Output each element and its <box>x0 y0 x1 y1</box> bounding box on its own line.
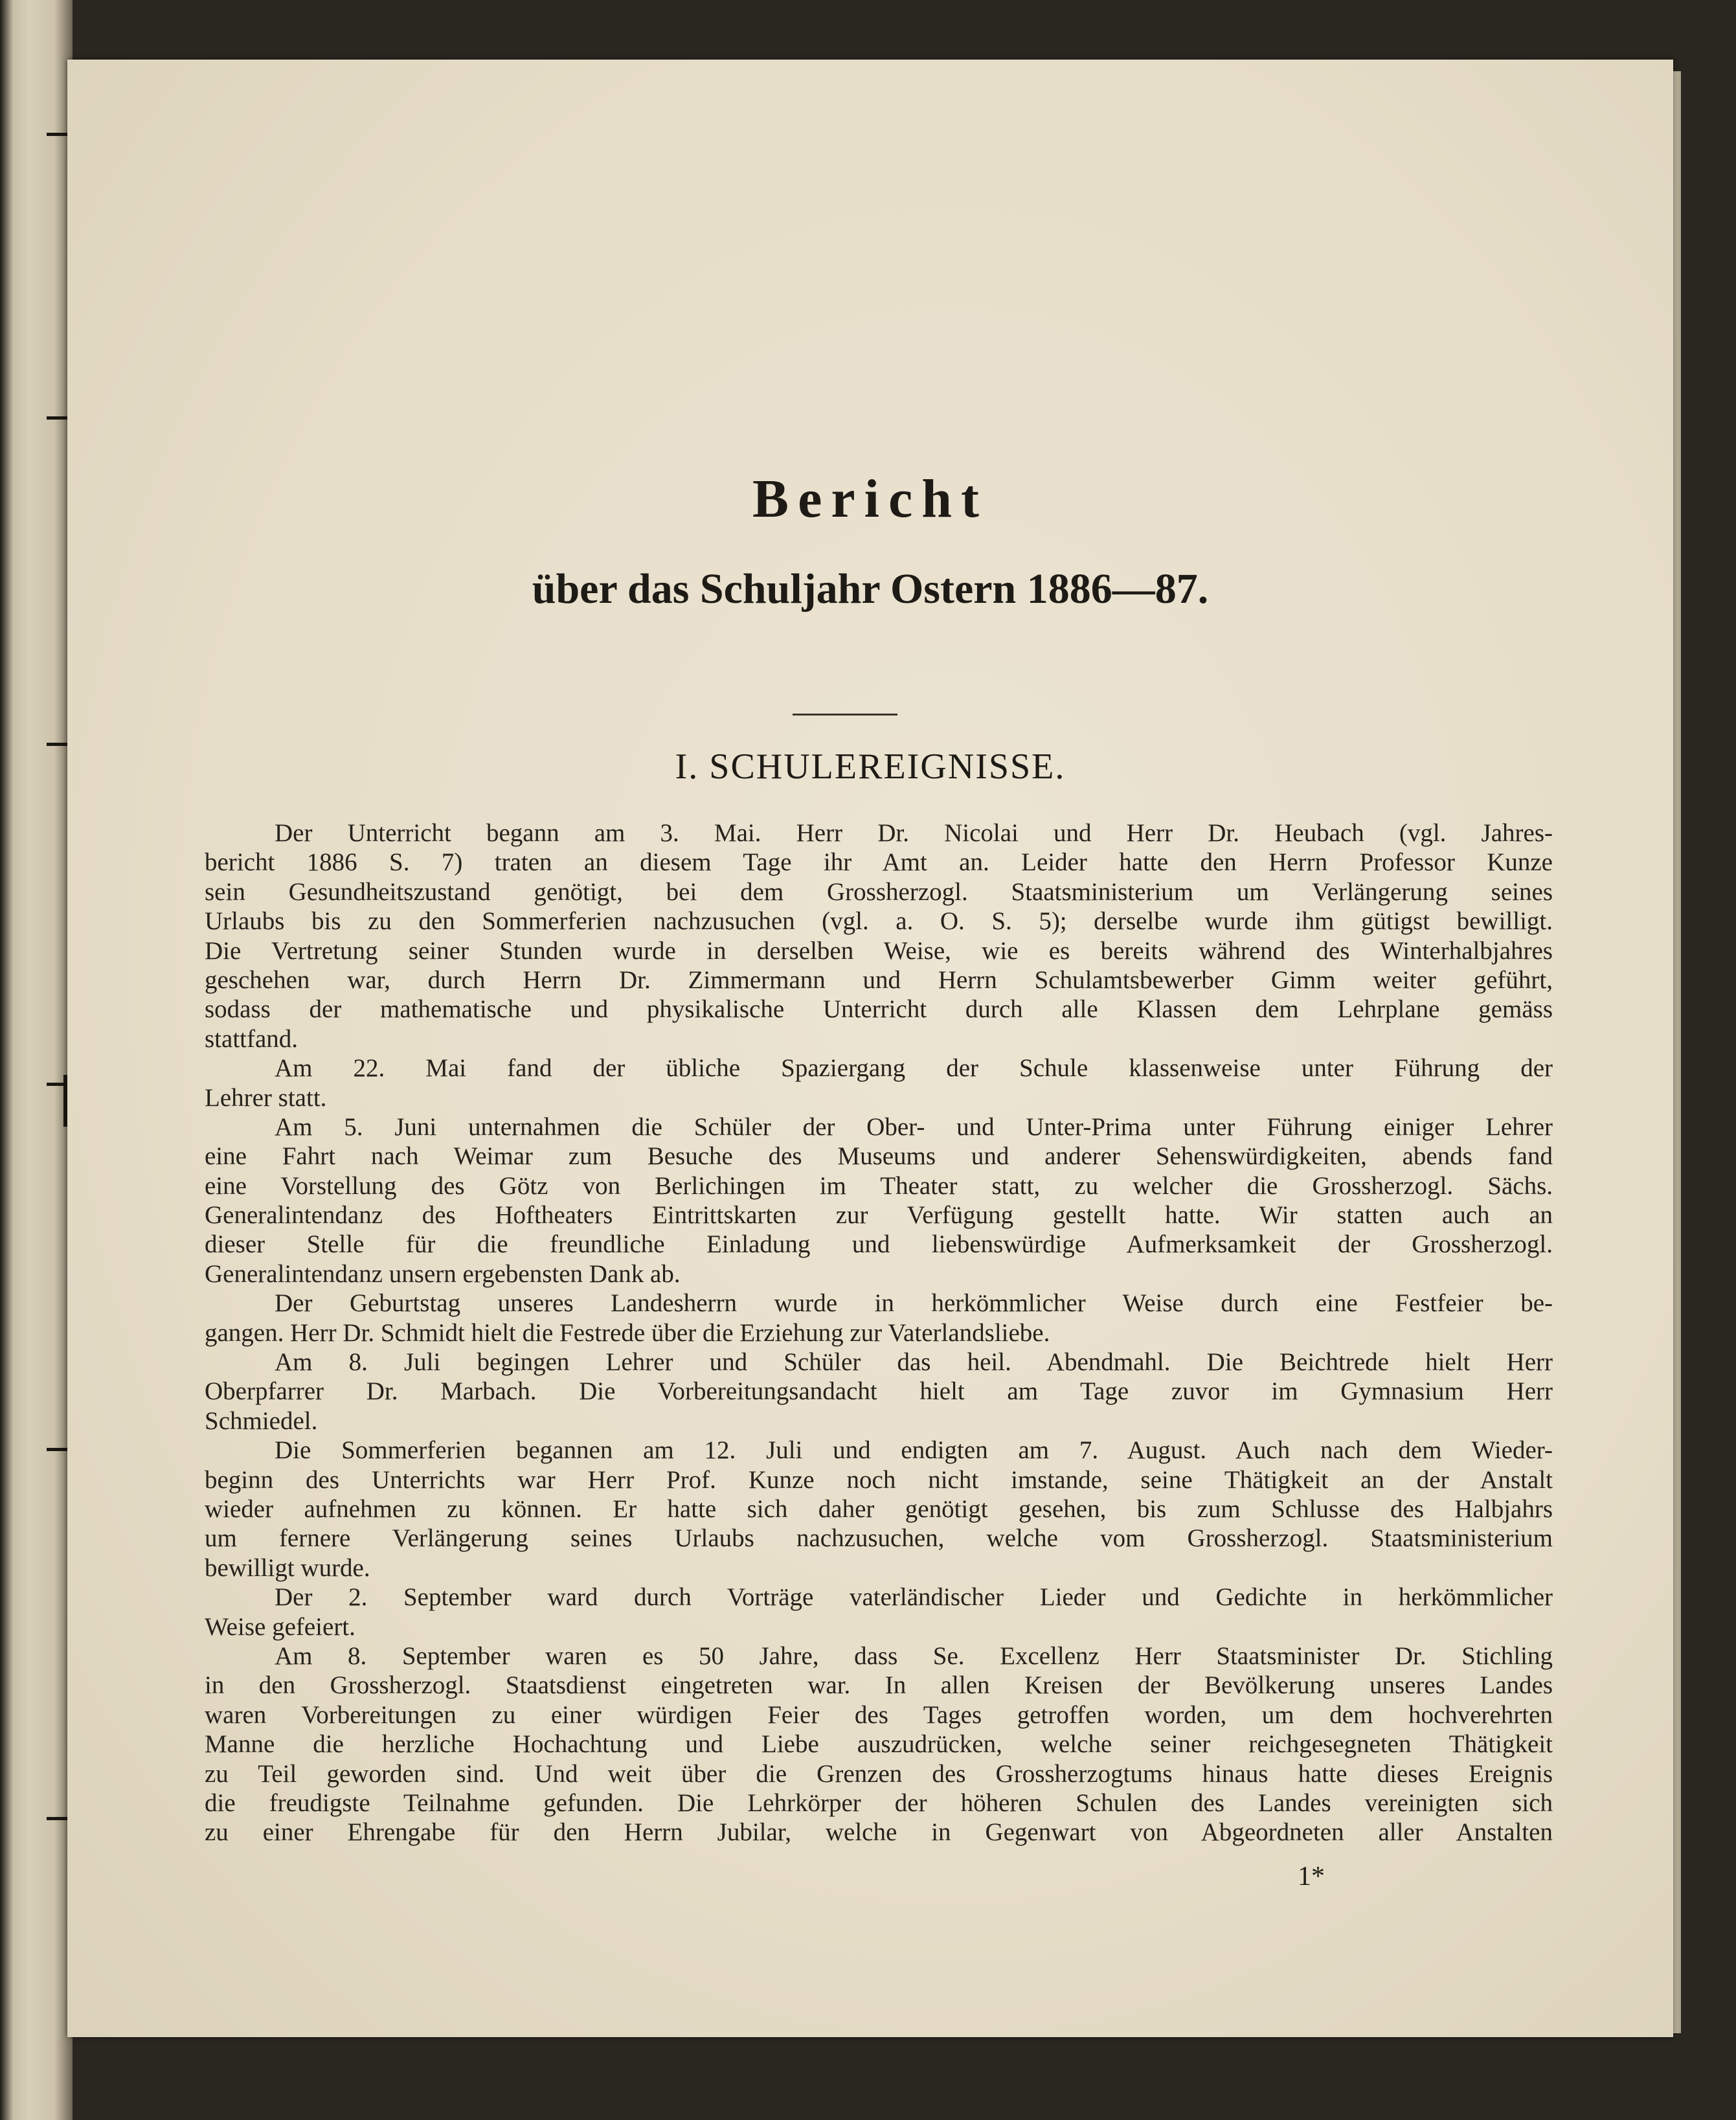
text-line: Der 2. September ward durch Vorträge vaterländischer Lieder und Gedichte in herkömmlicher <box>275 1583 1553 1612</box>
text-line: Oberpfarrer Dr. Marbach. Die Vorbereitungsandacht hielt am Tage zuvor im Gymnasium Herr <box>205 1377 1553 1406</box>
document-page <box>67 60 1673 2037</box>
page-title: Bericht <box>752 469 988 529</box>
text-line: um fernere Verlängerung seines Urlaubs nachzusuchen, welche vom Grossherzogl. Staatsministerium <box>205 1524 1553 1553</box>
text-line: zu einer Ehrengabe für den Herrn Jubilar, welche in Gegenwart von Abgeordneten aller Anstalten <box>205 1818 1553 1847</box>
divider-rule <box>793 714 897 716</box>
text-line: Die Sommerferien begannen am 12. Juli und endigten am 7. August. Auch nach dem Wieder- <box>275 1436 1553 1465</box>
text-line: Urlaubs bis zu den Sommerferien nachzusuchen (vgl. a. O. S. 5); derselbe wurde ihm gütigst bewilligt. <box>205 907 1553 936</box>
body-text <box>205 818 1553 1847</box>
text-line: Der Unterricht begann am 3. Mai. Herr Dr. Nicolai und Herr Dr. Heubach (vgl. Jahres- <box>275 819 1553 847</box>
section-heading: I. SCHULEREIGNISSE. <box>675 747 1066 787</box>
text-line: Schmiedel. <box>205 1406 318 1435</box>
text-line: dieser Stelle für die freundliche Einladung und liebenswürdige Aufmerksamkeit der Grossherzogl. <box>205 1230 1553 1259</box>
text-line: eine Vorstellung des Götz von Berlichingen im Theater statt, zu welcher die Grossherzogl. Sächs. <box>205 1171 1553 1200</box>
text-line: Am 22. Mai fand der übliche Spaziergang der Schule klassenweise unter Führung der <box>275 1054 1553 1083</box>
text-line: gangen. Herr Dr. Schmidt hielt die Festrede über die Erziehung zur Vaterlandsliebe. <box>205 1318 1050 1347</box>
text-line: bewilligt wurde. <box>205 1553 370 1582</box>
text-line: geschehen war, durch Herrn Dr. Zimmermann und Herrn Schulamtsbewerber Gimm weiter geführt, <box>205 965 1553 994</box>
text-line: beginn des Unterrichts war Herr Prof. Kunze noch nicht imstande, seine Thätigkeit an der Anstalt <box>205 1465 1553 1494</box>
book-spine <box>0 0 73 2120</box>
text-line: sein Gesundheitszustand genötigt, bei dem Grossherzogl. Staatsministerium um Verlängerung seines <box>205 877 1553 906</box>
text-line: Manne die herzliche Hochachtung und Liebe auszudrücken, welche seiner reichgesegneten Thätigkeit <box>205 1730 1553 1759</box>
page-subtitle: über das Schuljahr Ostern 1886—87. <box>532 565 1209 613</box>
text-line: die freudigste Teilnahme gefunden. Die Lehrkörper der höheren Schulen des Landes vereinigten sich <box>205 1788 1553 1817</box>
text-line: waren Vorbereitungen zu einer würdigen Feier des Tages getroffen worden, um dem hochverehrten <box>205 1700 1553 1729</box>
text-line: bericht 1886 S. 7) traten an diesem Tage ihr Amt an. Leider hatte den Herrn Professor Kunze <box>205 848 1553 877</box>
text-line: wieder aufnehmen zu können. Er hatte sich daher genötigt gesehen, bis zum Schlusse des Halbjahrs <box>205 1494 1553 1523</box>
page-number: 1* <box>1298 1862 1325 1891</box>
text-line: Generalintendanz des Hoftheaters Eintrittskarten zur Verfügung gestellt hatte. Wir statten auch an <box>205 1201 1553 1230</box>
text-line: Generalintendanz unsern ergebensten Dank ab. <box>205 1259 681 1288</box>
text-line: Die Vertretung seiner Stunden wurde in derselben Weise, wie es bereits während des Winterhalbjahres <box>205 936 1553 965</box>
text-line: Weise gefeiert. <box>205 1612 355 1641</box>
text-line: Lehrer statt. <box>205 1083 327 1112</box>
text-line: eine Fahrt nach Weimar zum Besuche des Museums und anderer Sehenswürdigkeiten, abends fand <box>205 1142 1553 1171</box>
text-line: stattfand. <box>205 1024 299 1053</box>
text-line: Am 8. September waren es 50 Jahre, dass Se. Excellenz Herr Staatsminister Dr. Stichling <box>275 1641 1553 1670</box>
text-line: Am 5. Juni unternahmen die Schüler der Ober- und Unter-Prima unter Führung einiger Lehrer <box>275 1112 1553 1141</box>
text-line: Am 8. Juli begingen Lehrer und Schüler das heil. Abendmahl. Die Beichtrede hielt Herr <box>275 1348 1553 1377</box>
text-line: in den Grossherzogl. Staatsdienst eingetreten war. In allen Kreisen der Bevölkerung unseres Landes <box>205 1671 1553 1700</box>
text-line: sodass der mathematische und physikalische Unterricht durch alle Klassen dem Lehrplane gemäss <box>205 995 1553 1024</box>
text-line: zu Teil geworden sind. Und weit über die Grenzen des Grossherzogtums hinaus hatte dieses Ereignis <box>205 1759 1553 1788</box>
text-line: Der Geburtstag unseres Landesherrn wurde in herkömmlicher Weise durch eine Festfeier be- <box>275 1289 1553 1318</box>
